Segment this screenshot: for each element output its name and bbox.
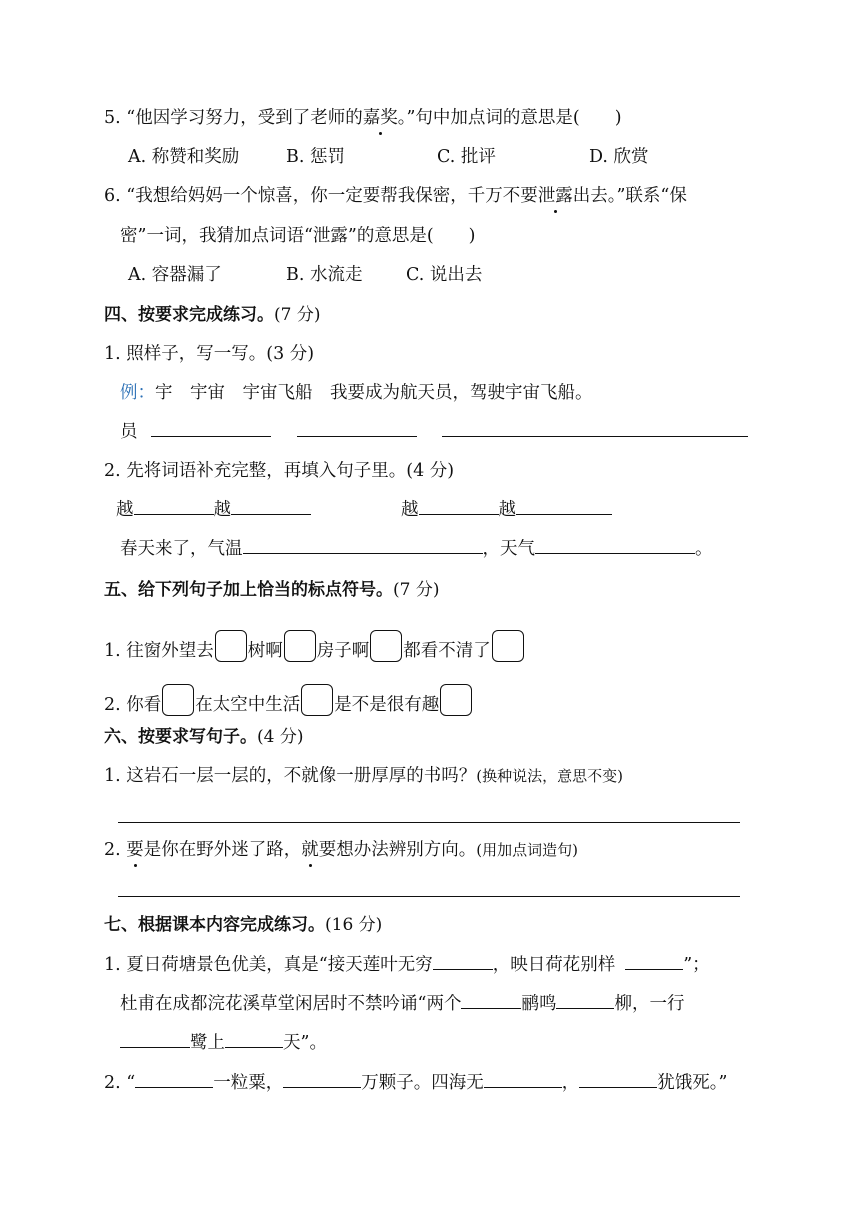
s7-question-2: 2. “ 一粒粟， 万颗子。四海无 ， 犹饿死。”	[104, 1073, 728, 1093]
blank[interactable]	[535, 539, 695, 554]
option-d: D. 欣赏	[589, 147, 649, 167]
blank[interactable]	[134, 500, 214, 515]
s7-question-1-line3: 鹭上 天”。	[120, 1031, 327, 1055]
option-c: C. 说出去	[406, 265, 483, 285]
question-5: 5. “他因学习努力，受到了老师的嘉奖。”句中加点词的意思是( )	[104, 108, 622, 128]
answer-line[interactable]	[118, 822, 740, 823]
blank[interactable]	[297, 422, 417, 437]
blank[interactable]	[419, 500, 499, 515]
option-c: C. 批评	[437, 147, 496, 167]
dotted-word: 嘉奖	[362, 108, 398, 128]
punctuation-box[interactable]	[301, 684, 333, 716]
s7-question-1-line2: 杜甫在成都浣花溪草堂闲居时不禁吟诵“两个 鹂鸣 柳，一行	[120, 994, 685, 1014]
option-a: A. 容器漏了	[128, 265, 222, 285]
example-line: 例：宇 宇宙 宇宙飞船 我要成为航天员，驾驶宇宙飞船。	[120, 383, 593, 403]
s5-question-1: 1. 往窗外望去 树啊 房子啊 都看不清了	[104, 630, 525, 663]
option-a: A. 称赞和奖励	[128, 147, 240, 167]
blank[interactable]	[461, 994, 521, 1009]
blank[interactable]	[225, 1033, 283, 1048]
s6-question-2: 2. 要是你在野外迷了路，就要想办法辨别方向。(用加点词造句)	[104, 840, 578, 860]
blank[interactable]	[231, 500, 311, 515]
punctuation-box[interactable]	[215, 630, 247, 662]
blank[interactable]	[625, 955, 683, 970]
blank[interactable]	[283, 1073, 361, 1088]
punctuation-box[interactable]	[370, 630, 402, 662]
blank[interactable]	[579, 1073, 657, 1088]
section-6-heading: 六、按要求写句子。(4 分)	[104, 727, 304, 747]
punctuation-box[interactable]	[440, 684, 472, 716]
answer-line-yuan: 员	[120, 420, 748, 444]
yue-line-2: 越 越	[401, 498, 612, 522]
blank[interactable]	[120, 1033, 190, 1048]
blank[interactable]	[243, 539, 483, 554]
section-7-heading: 七、根据课本内容完成练习。(16 分)	[104, 915, 383, 935]
s4-question-1: 1. 照样子，写一写。(3 分)	[104, 344, 315, 364]
question-6: 6. “我想给妈妈一个惊喜，你一定要帮我保密，千万不要泄露出去。”联系“保	[104, 186, 687, 206]
answer-line[interactable]	[118, 896, 740, 897]
dotted-word: 要	[126, 840, 144, 860]
punctuation-box[interactable]	[162, 684, 194, 716]
blank[interactable]	[135, 1073, 213, 1088]
blank[interactable]	[442, 422, 748, 437]
question-6-line2: 密”一词，我猜加点词语“泄露”的意思是( )	[120, 226, 476, 246]
s5-question-2: 2. 你看 在太空中生活 是不是很有趣	[104, 684, 473, 717]
spring-sentence: 春天来了，气温 ，天气 。	[120, 539, 713, 559]
blank[interactable]	[433, 955, 493, 970]
example-label: 例：	[120, 383, 155, 403]
blank[interactable]	[484, 1073, 562, 1088]
section-5-heading: 五、给下列句子加上恰当的标点符号。(7 分)	[104, 580, 440, 600]
option-b: B. 惩罚	[286, 147, 345, 167]
blank[interactable]	[151, 422, 271, 437]
punctuation-box[interactable]	[492, 630, 524, 662]
blank[interactable]	[516, 500, 612, 515]
s6-question-1: 1. 这岩石一层一层的，不就像一册厚厚的书吗？(换种说法，意思不变)	[104, 766, 623, 786]
dotted-word: 泄露	[537, 186, 573, 206]
yue-line: 越 越	[116, 498, 311, 522]
punctuation-box[interactable]	[284, 630, 316, 662]
s7-question-1: 1. 夏日荷塘景色优美，真是“接天莲叶无穷 ，映日荷花别样 ”；	[104, 955, 710, 975]
dotted-word: 就	[301, 840, 319, 860]
option-b: B. 水流走	[286, 265, 363, 285]
section-4-heading: 四、按要求完成练习。(7 分)	[104, 305, 321, 325]
blank[interactable]	[556, 994, 614, 1009]
s4-question-2: 2. 先将词语补充完整，再填入句子里。(4 分)	[104, 461, 455, 481]
